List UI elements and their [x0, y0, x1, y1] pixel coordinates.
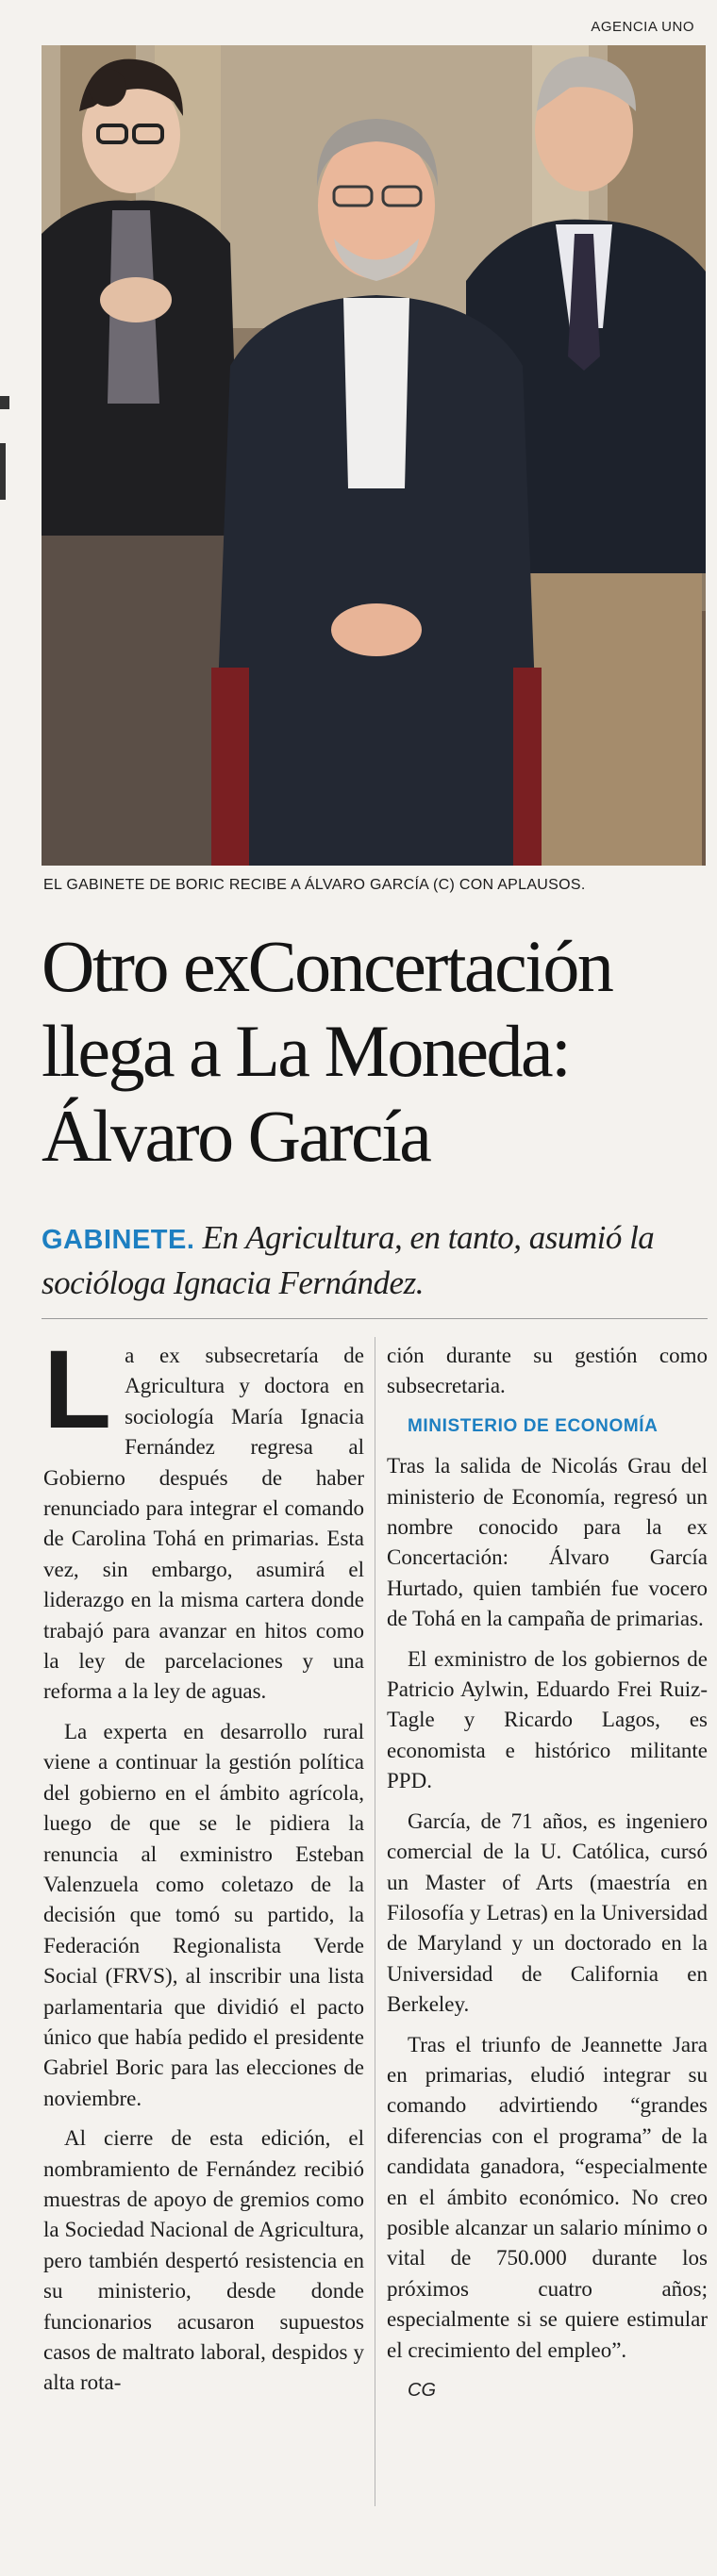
deck-text: En Agricultura, en tanto, asumió la socióloga Ignacia Fernández.: [42, 1219, 655, 1301]
deck-section-label: GABINETE.: [42, 1225, 195, 1255]
deck-divider: [42, 1318, 708, 1319]
headline-line-3: Álvaro García: [42, 1095, 430, 1177]
gutter-mark: [0, 396, 9, 409]
headline-line-2: llega a La Moneda:: [42, 1010, 570, 1092]
paragraph: Al cierre de esta edición, el nombramiento de Fernández recibió muestras de apoyo de gremios como la Sociedad Nacional de Agricultura, pero también despertó resistencia en su ministerio, desde donde funcionarios acusaron supuestos casos de maltrato laboral, despidos y alta rota-: [43, 2126, 364, 2395]
article-column-2: [387, 1341, 708, 2415]
paragraph: Tras la salida de Nicolás Grau del ministerio de Economía, regresó un nombre conocido para la ex Concertación: Álvaro García Hurtado, quien también fue vocero de Tohá en la campaña de primarias.: [387, 1454, 708, 1631]
photo-caption: EL GABINETE DE BORIC RECIBE A ÁLVARO GARCÍA (C) CON APLAUSOS.: [43, 877, 586, 893]
news-photo: [42, 45, 706, 866]
paragraph-continuation: ción durante su gestión como subsecretaria.: [387, 1344, 708, 1398]
paragraph: El exministro de los gobiernos de Patricio Aylwin, Eduardo Frei Ruiz-Tagle y Ricardo Lagos, es economista e histórico militante PPD.: [387, 1646, 708, 1793]
paragraph-text: a ex subsecretaría de Agricultura y doctora en sociología María Ignacia Fernández regresa al Gobierno después de haber renunciado para integrar el comando de Carolina Tohá en primarias. Esta vez, sin embargo, asumirá el liderazgo en la misma cartera donde trabajó para avanzar en hitos como la ley de parcelaciones y una reforma a la ley de aguas.: [43, 1344, 364, 1704]
photo-illustration: [42, 45, 706, 866]
gutter-mark: [0, 443, 6, 500]
article-column-1: [43, 1328, 364, 2408]
deck: [42, 1216, 711, 1305]
paragraph: Tras el triunfo de Jeannette Jara en primarias, eludió integrar su comando advirtiendo “grandes diferencias con el programa” de la candidata ganadora, “especialmente en el ámbito económico. No creo posible alcanzar un salario mínimo o vital de 750.000 durante los próximos cuatro años; especialmente si se quiere estimular el crecimiento del empleo”.: [387, 2032, 708, 2362]
photo-credit: AGENCIA UNO: [591, 19, 694, 35]
headline: [42, 924, 711, 1179]
subhead: MINISTERIO DE ECONOMÍA: [408, 1415, 659, 1436]
headline-line-1: Otro exConcertación: [42, 925, 612, 1007]
author-endmark: CG: [408, 2380, 436, 2401]
paragraph: García, de 71 años, es ingeniero comercial de la U. Católica, cursó un Master of Arts (maestría en Filosofía y Letras) en la Universidad de Maryland y un doctorado en la Universidad de California en Berkeley.: [387, 1808, 708, 2017]
paragraph: [43, 1328, 364, 1708]
paragraph: La experta en desarrollo rural viene a continuar la gestión política del gobierno en el ámbito agrícola, luego de que se le pidiera la renuncia al exministro Esteban Valenzuela como coletazo de la decisión que tomó su partido, la Federación Regionalista Verde Social (FRVS), al inscribir una lista parlamentaria que dividió el pacto único que había pedido el presidente Gabriel Boric para las elecciones de noviembre.: [43, 1719, 364, 2110]
drop-cap: L: [43, 1328, 112, 1452]
